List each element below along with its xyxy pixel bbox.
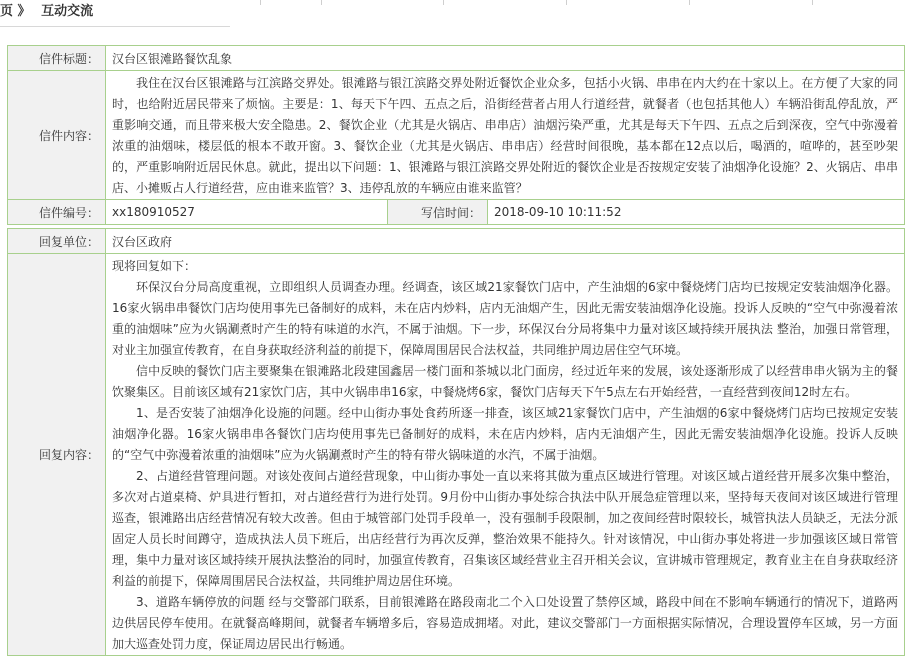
reply-paragraph: 3、道路车辆停放的问题 经与交警部门联系，目前银滩路在路段南北二个入口处设置了禁停区域，路段中间在不影响车辆通行的情况下，道路两边供居民停车使用。在就餐高峰期间，就餐者车辆增多后，容易造成拥堵。对此，建议交警部门一方面根据实际情况，合理设置停车区域，另一方面加大巡查处罚力度，保证周边居民出行畅通。 bbox=[112, 595, 898, 651]
reply-paragraph: 2、占道经营管理问题。对该处夜间占道经营现象，中山街办事处一直以来将其做为重点区域进行管理。对该区域占道经营开展多次集中整治，多次对占道桌椅、炉具进行暂扣，对占道经营行为进行处罚。9月份中山街办事处综合执法中队开展急症管理以来，坚持每天夜间对该区域进行管理巡查，银滩路出店经营情况有较大改善。但由于城管部门处罚手段单一，没有强制手段限制，加之夜间经营时限较长，城管执法人员缺乏，无法分派固定人员长时间蹲守，造成执法人员下班后，出店经营行为再次反弹，整治效果不能持久。针对该情况，中山街办事处将进一步加强该区域日常管理，集中力量对该区域持续开展执法整治的同时，加强宣传教育，召集该区域经营业主召开相关会议，宣讲城市管理规定，教育业主在自身获取经济利益的前提下，保障周围居民合法权益，共同维护周边居住环境。 bbox=[112, 469, 898, 588]
reply-paragraph: 信中反映的餐饮门店主要聚集在银滩路北段建国鑫居一楼门面和茶城以北门面房，经过近年来的发展，该处逐渐形成了以经营串串火锅为主的餐饮聚集区。目前该区域有21家饮门店，其中火锅串串16家，中餐烧烤6家，餐饮门店每天下午5点左右开始经营，一直经营到夜间12时左右。 bbox=[112, 364, 898, 399]
reply-unit-label: 回复单位： bbox=[8, 229, 106, 254]
breadcrumb bbox=[0, 0, 230, 27]
breadcrumb-separator: 》 bbox=[17, 4, 31, 19]
breadcrumb-current: 互动交流 bbox=[41, 4, 94, 19]
letter-content-cell bbox=[106, 71, 905, 200]
reply-paragraph: 1、是否安装了油烟净化设施的问题。经中山街办事处食药所逐一排查，该区域21家餐饮门店中，产生油烟的6家中餐烧烤门店均已按规定安装油烟净化器。16家火锅串串各餐饮门店均使用事先已备制好的成料，未在店内炒料，店内无油烟产生，因此无需安装油烟净化设施。投诉人反映的“空气中弥漫着浓重的油烟味”应为火锅涮煮时产生的特有带火锅味道的水汽，不属于油烟。 bbox=[112, 406, 898, 462]
top-tab-strip bbox=[230, 0, 918, 2]
letter-time: 2018-09-10 10:11:52 bbox=[488, 200, 905, 225]
letter-number-label: 信件编号： bbox=[8, 200, 106, 225]
letter-title-label: 信件标题： bbox=[8, 46, 106, 71]
reply-paragraph: 现将回复如下： bbox=[112, 259, 197, 273]
breadcrumb-prefix[interactable]: 页 bbox=[0, 4, 14, 19]
letter-time-label: 写信时间： bbox=[388, 200, 488, 225]
letter-table bbox=[7, 45, 905, 225]
reply-paragraph: 环保汉台分局高度重视，立即组织人员调查办理。经调查，该区域21家餐饮门店中，产生油烟的6家中餐烧烤门店均已按规定安装油烟净化器。16家火锅串串餐饮门店均使用事先已备制好的成料，未在店内炒料，店内无油烟产生，因此无需安装油烟净化设施。投诉人反映的“空气中弥漫着浓重的油烟味”应为火锅涮煮时产生的特有味道的水汽，不属于油烟。下一步，环保汉台分局将集中力量对该区域持续开展执法 整治，加强日常管理，对业主加强宣传教育，在自身获取经济利益的前提下，保障周围居民合法权益，共同维护周边居住空气环境。 bbox=[112, 280, 898, 357]
reply-content-cell bbox=[106, 254, 905, 656]
letter-content: 我住在汉台区银滩路与江滨路交界处。银滩路与银江滨路交界处附近餐饮企业众多，包括小火锅、串串在内大约在十家以上。在方便了大家的同时，也给附近居民带来了烦恼。主要是：1、每天下午四、五点之后，沿街经营者占用人行道经营，就餐者（也包括其他人）车辆沿街乱停乱放，严重影响交通，而且带来极大安全隐患。2、餐饮企业（尤其是火锅店、串串店）油烟污染严重，尤其是每天下午四、五点之后到深夜，空气中弥漫着浓重的油烟味，楼层低的根本不敢开窗。3、餐饮企业（尤其是火锅店、串串店）经营时间很晚，基本都在12点以后，喝酒的，喧哗的，甚至吵架的，严重影响附近居民休息。就此，提出以下问题：1、银滩路与银江滨路交界处附近的餐饮企业是否按规定安装了油烟净化设施？2、火锅店、串串店、小摊贩占人行道经营，应由谁来监管？3、违停乱放的车辆应由谁来监管？ bbox=[112, 76, 898, 195]
reply-table bbox=[7, 228, 905, 656]
reply-content-label: 回复内容： bbox=[8, 254, 106, 656]
letter-content-label: 信件内容： bbox=[8, 71, 106, 200]
letter-title: 汉台区银滩路餐饮乱象 bbox=[106, 46, 905, 71]
reply-unit: 汉台区政府 bbox=[106, 229, 905, 254]
letter-number: xx180910527 bbox=[106, 200, 388, 225]
